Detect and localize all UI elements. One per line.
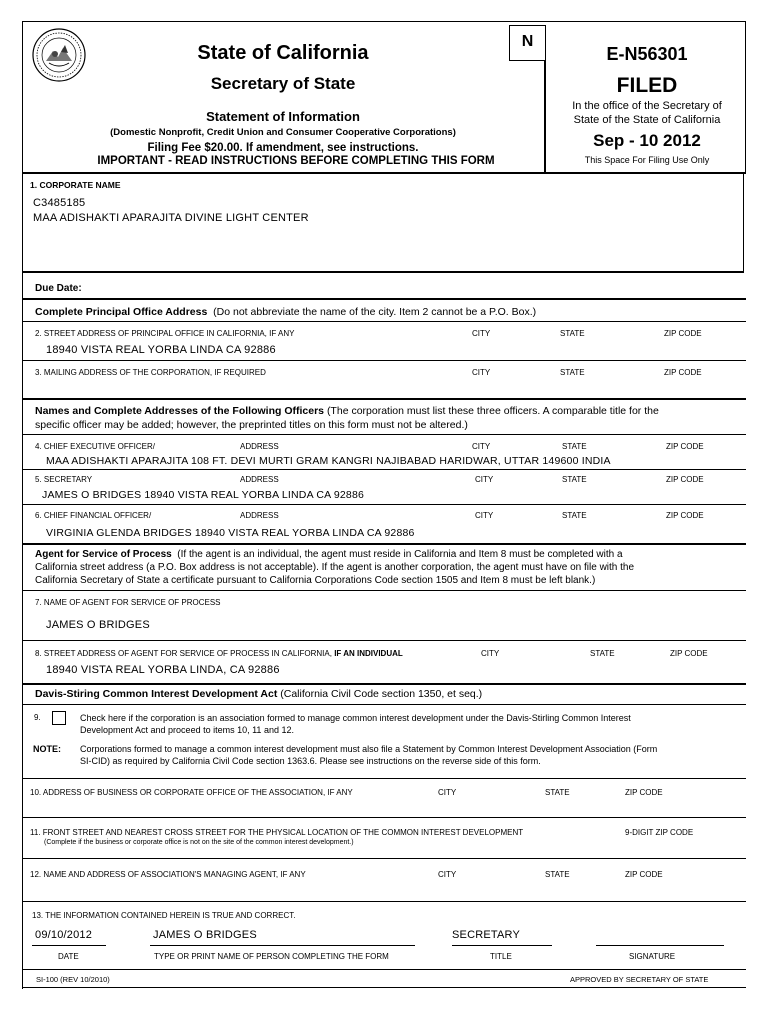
filed-date: Sep - 10 2012	[593, 131, 701, 150]
frame-top	[22, 21, 746, 22]
davis-heading: Davis-Stiring Common Interest Development Act	[35, 688, 278, 700]
filing-number: E-N56301	[606, 44, 688, 64]
corporate-name-label: 1. CORPORATE NAME	[30, 180, 121, 190]
item4-address-label: ADDRESS	[240, 442, 279, 451]
officers-note-2: specific officer may be added; however, the preprinted titles on this form must not be altered.)	[35, 419, 468, 431]
frame-left	[22, 21, 23, 989]
item2-zip-label: ZIP CODE	[664, 329, 702, 338]
item5-city-label: CITY	[475, 475, 494, 484]
item3-label: 3. MAILING ADDRESS OF THE CORPORATION, IF REQUIRED	[35, 368, 266, 377]
signature-underline	[596, 945, 724, 946]
rule-1	[22, 172, 746, 174]
item7-value: JAMES O BRIDGES	[46, 619, 150, 631]
due-date-label: Due Date:	[35, 283, 82, 294]
item6-address-label: ADDRESS	[240, 511, 279, 520]
rule-13	[22, 683, 746, 685]
officers-note-1: (The corporation must list these three officers. A comparable title for the	[326, 405, 659, 417]
item9-checkbox[interactable]	[52, 711, 66, 725]
item4-city-label: CITY	[472, 442, 491, 451]
filing-divider	[544, 60, 546, 173]
item3-city-label: CITY	[472, 368, 491, 377]
item2-state-label: STATE	[560, 329, 585, 338]
item3-state-label: STATE	[560, 368, 585, 377]
davis-note-label: NOTE:	[33, 744, 61, 754]
item5-zip-label: ZIP CODE	[666, 475, 704, 484]
item6-city-label: CITY	[475, 511, 494, 520]
item4-state-label: STATE	[562, 442, 587, 451]
rule-18	[22, 901, 746, 902]
item11-note: (Complete if the business or corporate office is not on the site of the common interest development.)	[44, 839, 354, 846]
item5-address-label: ADDRESS	[240, 475, 279, 484]
davis-note-text-1: Corporations formed to manage a common interest development must also file a Statement by Common Interest Development Association (Form	[80, 744, 658, 754]
rule-7	[22, 434, 746, 435]
n-box	[509, 25, 546, 61]
corporate-name: MAA ADISHAKTI APARAJITA DIVINE LIGHT CENTER	[33, 212, 309, 224]
statement-title: Statement of Information	[206, 109, 360, 124]
important-note: IMPORTANT - READ INSTRUCTIONS BEFORE COMPLETING THIS FORM	[97, 155, 495, 167]
rule-17	[22, 858, 746, 859]
cert-title-value: SECRETARY	[452, 929, 521, 941]
state-title: State of California	[197, 42, 369, 64]
item9-text-1: Check here if the corporation is an association formed to manage common interest development under the Davis-Stirling Common Interest	[80, 713, 631, 723]
secretary-title: Secretary of State	[210, 74, 356, 93]
item11-zip-label: 9-DIGIT ZIP CODE	[625, 828, 694, 837]
rule-9	[22, 504, 746, 505]
filing-space-note: This Space For Filing Use Only	[584, 155, 710, 165]
item9-number: 9.	[34, 713, 41, 722]
frame-right-top	[745, 21, 746, 173]
principal-note: (Do not abbreviate the name of the city. Item 2 cannot be a P.O. Box.)	[213, 306, 537, 318]
date-label: DATE	[58, 952, 79, 961]
rule-8	[22, 469, 746, 470]
item4-label: 4. CHIEF EXECUTIVE OFFICER/	[35, 442, 156, 451]
item6-label: 6. CHIEF FINANCIAL OFFICER/	[35, 511, 152, 520]
rule-5	[22, 360, 746, 361]
principal-section-heading	[35, 306, 536, 318]
item8-zip-label: ZIP CODE	[670, 649, 708, 658]
rule-19	[22, 969, 746, 970]
item2-value: 18940 VISTA REAL YORBA LINDA CA 92886	[46, 344, 276, 356]
davis-heading-line	[35, 688, 482, 700]
agent-note-1: (If the agent is an individual, the agent must reside in California and Item 8 must be completed with a	[177, 549, 623, 560]
signature-label: SIGNATURE	[629, 952, 676, 961]
rule-12	[22, 640, 746, 641]
item6-zip-label: ZIP CODE	[666, 511, 704, 520]
item8-label-bold: IF AN INDIVIDUAL	[334, 649, 403, 658]
rule-bottom	[22, 987, 746, 988]
agent-heading: Agent for Service of Process	[35, 549, 172, 560]
title-underline	[452, 945, 552, 946]
title-label: TITLE	[490, 952, 512, 961]
agent-note-3: California Secretary of State a certificate pursuant to California Corporations Code section 1505 and Item 8 must be left blank.)	[35, 575, 596, 586]
item9-text-2: Development Act and proceed to items 10, 11 and 12.	[80, 725, 294, 735]
davis-note-text-2: SI-CID) as required by California Civil Code section 1363.6. Please see instructions on the reverse side of this form.	[80, 756, 541, 766]
item7-label: 7. NAME OF AGENT FOR SERVICE OF PROCESS	[35, 598, 221, 607]
name-label: TYPE OR PRINT NAME OF PERSON COMPLETING THE FORM	[154, 952, 389, 961]
n-box-label: N	[521, 33, 534, 50]
item12-state-label: STATE	[545, 870, 570, 879]
cert-date-value: 09/10/2012	[35, 929, 93, 941]
item12-city-label: CITY	[438, 870, 457, 879]
item12-label: 12. NAME AND ADDRESS OF ASSOCIATION'S MANAGING AGENT, IF ANY	[30, 870, 306, 879]
item6-state-label: STATE	[562, 511, 587, 520]
rule-11	[22, 590, 746, 591]
item8-label: 8. STREET ADDRESS OF AGENT FOR SERVICE OF PROCESS IN CALIFORNIA,	[35, 649, 332, 658]
state-seal-icon	[31, 27, 87, 83]
filed-status: FILED	[616, 74, 678, 97]
box-1-right	[743, 172, 744, 272]
form-subtitle: (Domestic Nonprofit, Credit Union and Consumer Cooperative Corporations)	[110, 127, 456, 138]
item2-label: 2. STREET ADDRESS OF PRINCIPAL OFFICE IN CALIFORNIA, IF ANY	[35, 329, 295, 338]
item8-city-label: CITY	[481, 649, 500, 658]
officers-heading: Names and Complete Addresses of the Following Officers	[35, 405, 325, 417]
item10-label: 10. ADDRESS OF BUSINESS OR CORPORATE OFFICE OF THE ASSOCIATION, IF ANY	[30, 788, 353, 797]
item10-city-label: CITY	[438, 788, 457, 797]
rule-3	[22, 298, 746, 300]
item6-value: VIRGINIA GLENDA BRIDGES 18940 VISTA REAL YORBA LINDA CA 92886	[46, 527, 415, 539]
item5-state-label: STATE	[562, 475, 587, 484]
rule-16	[22, 817, 746, 818]
item8-value: 18940 VISTA REAL YORBA LINDA, CA 92886	[46, 664, 280, 676]
item11-label: 11. FRONT STREET AND NEAREST CROSS STREET FOR THE PHYSICAL LOCATION OF THE COMMON INTEREST DEVELOPMENT	[30, 828, 524, 837]
form-id: SI-100 (REV 10/2010)	[36, 975, 110, 984]
office-line-2: State of the State of California	[573, 114, 721, 126]
item3-zip-label: ZIP CODE	[664, 368, 702, 377]
rule-10	[22, 543, 746, 545]
item2-city-label: CITY	[472, 329, 491, 338]
item4-value: MAA ADISHAKTI APARAJITA 108 FT. DEVI MURTI GRAM KANGRI NAJIBABAD HARIDWAR, UTTAR 149600 INDIA	[46, 455, 611, 467]
date-underline	[32, 945, 106, 946]
rule-14	[22, 704, 746, 705]
davis-note: (California Civil Code section 1350, et seq.)	[280, 688, 483, 700]
filing-fee: Filing Fee $20.00. If amendment, see instructions.	[147, 142, 419, 154]
rule-6	[22, 398, 746, 400]
officers-heading-line	[35, 405, 659, 417]
item4-zip-label: ZIP CODE	[666, 442, 704, 451]
principal-heading: Complete Principal Office Address	[35, 306, 208, 318]
rule-15	[22, 778, 746, 779]
rule-2	[22, 271, 744, 273]
item8-label-line	[35, 649, 403, 658]
item10-state-label: STATE	[545, 788, 570, 797]
item13-label: 13. THE INFORMATION CONTAINED HEREIN IS TRUE AND CORRECT.	[32, 911, 296, 920]
office-line-1: In the office of the Secretary of	[572, 100, 722, 112]
agent-note-2: California street address (a P.O. Box address is not acceptable). If the agent is another corporation, the agent must have on file with the	[35, 562, 635, 573]
rule-4	[22, 321, 746, 322]
item5-value: JAMES O BRIDGES 18940 VISTA REAL YORBA LINDA CA 92886	[42, 489, 365, 501]
agent-heading-line	[35, 549, 623, 560]
name-underline	[150, 945, 415, 946]
approved-by: APPROVED BY SECRETARY OF STATE	[570, 975, 709, 984]
item10-zip-label: ZIP CODE	[625, 788, 663, 797]
corporate-number: C3485185	[33, 197, 86, 209]
item5-label: 5. SECRETARY	[35, 475, 93, 484]
item12-zip-label: ZIP CODE	[625, 870, 663, 879]
item8-state-label: STATE	[590, 649, 615, 658]
cert-name-value: JAMES O BRIDGES	[153, 929, 257, 941]
